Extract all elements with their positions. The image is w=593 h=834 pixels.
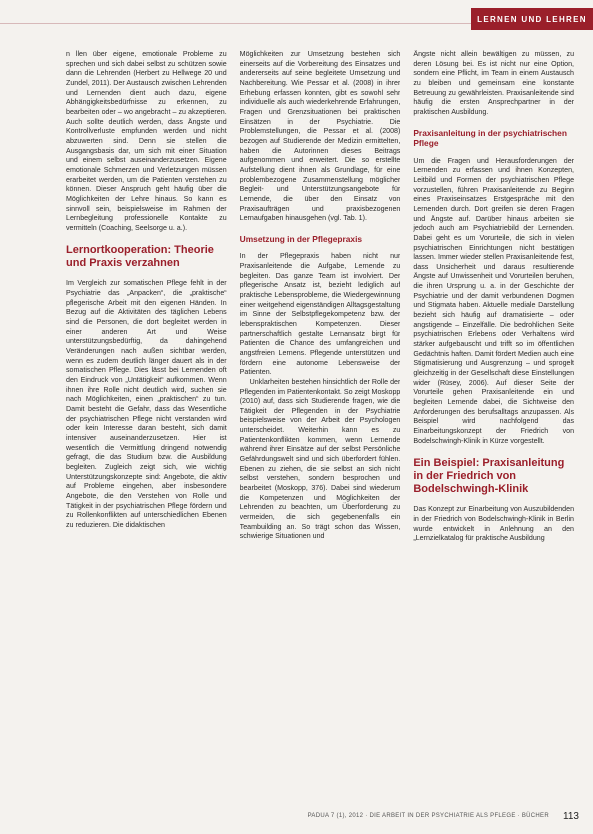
text-column-1 xyxy=(66,50,227,792)
page-number: 113 xyxy=(563,811,579,822)
sub-heading: Umsetzung in der Pflegepraxis xyxy=(239,233,363,244)
text-column-3 xyxy=(413,50,574,792)
paragraph: n llen über eigene, emotionale Probleme zu sprechen und sich dabei selbst zu schützen sowie dann die Lehrenden (Herbert zu Hellwege 20 und Zundel, 2011). Der Austausch zwischen Lehrenden und Lernenden dient auch dazu, eigene Abhängigkeitsbedürfnisse zu erkennen, zu bearbeiten oder – wo angebracht – zu akzeptieren. Auch sollte deutlich werden, dass Ängste und Kontrollverluste empfunden werden und nicht abzuwerten sind. Denn sie stellen die Ausgangsbasis dar, um sich mit einer Situation und einem selbst auseinanderzusetzen. Eigene emotionale Schmerzen und Verletzungen müssen erarbeitet werden, um die Patienten verstehen zu können. Dieser Anspruch geht häufig über die Möglichkeiten der Lehre hinaus. So kann es sinnvoll sein, beispielsweise im Rahmen der Lernbegleitung professionelle Kontakte zu vermitteln (Coaching, Seelsorge u. a.). xyxy=(66,50,227,232)
paragraph: Unklarheiten bestehen hinsichtlich der Rolle der Pflegenden im Patientenkontakt. So zeigt Moskopp (2010) auf, dass sich Studierende fragen, wie die Tätigkeit der Pflegenden in der Psychiatrie beispielsweise von der Arbeit der Psychologen unterscheidet. Weiterhin kann es zu Patientenkonflikten kommen, wenn Lernende während ihrer Einsätze auf der selbst Persönliche Gefährdungswelt sind und sich überfordert fühlen. Ebenen zu ziehen, die sie selbst an sich nicht selbst verstehen, sondern besprochen und bearbeitet (Moskopp, 376). Dabei sind wiederum die Kompetenzen und Möglichkeiten der Lehrenden zu beachten, um Überforderung zu vermeiden, die sich gegebenenfalls ein Teambuilding an. So trägt schon das Wissen, schwierige Situationen und xyxy=(239,377,401,541)
section-heading: Ein Beispiel: Praxisanleitung in der Friedrich von Bodelschwingh-Klinik xyxy=(413,457,565,496)
paragraph: Das Konzept zur Einarbeitung von Auszubildenden in der Friedrich von Bodelschwingh-Klinik in Berlin wurde entwickelt in Anlehnung an den „Lernzielkatalog für praktische Ausbildung xyxy=(413,505,575,543)
page-footer xyxy=(0,800,593,834)
footer-citation: PADUA 7 (1), 2012 · DIE ARBEIT IN DER PSYCHIATRIE ALS PFLEGE · BÜCHER xyxy=(307,813,549,819)
paragraph: Im Vergleich zur somatischen Pflege fehlt in der Psychiatrie das „Anpacken“, die „praktische“ pflegerische Arbeit mit den eigenen Händen. In Bezug auf die Aktivitäten des täglichen Lebens sind die Personen, die dort begleitet werden in einer anderen Art und Weise unterstützungsbedürftig, da dahingehend Veränderungen nach außen sichtbar werden, wenn es zudem deutlich länger dauert als in der somatischen Pflege. Dies lässt bei Lernenden oft den Eindruck von „Untätigkeit“ aufkommen. Wenn ihnen ihre Rolle nicht deutlich wird, suchen sie nach Möglichkeiten, einen „praktischen“ zu tun. Damit besteht die Gefahr, dass das Wesentliche der psychiatrischen Pflege nicht verstanden wird oder kein Interesse daran besteht, sich damit intensiver auseinanderzusetzen. Hier ist wesentlich die Vermittlung dringend notwendig gefragt, die das Studium bzw. die Ausbildung begleiten. Zugleich zeigt sich, wie wichtig Unterstützungskonzepte sind: Angebote, die aktiv auf Probleme eingehen, aber insbesondere Angebote, die den Verstehen von Rolle und Tätigkeit in der psychiatrischen Pflege fördern und zu Rollenkonflikten auf unterschiedlichen Ebenen zu reduzieren. Die didaktischen xyxy=(66,279,227,529)
paragraph: Ängste nicht allein bewältigen zu müssen, zu deren Lösung bei. Es ist nicht nur eine Option, sondern eine Pflicht, im Team in einem Austausch zu bleiben und gemeinsam eine konstante Betreuung zu gewährleisten. Praxisanleitende sind häufig die ersten Ansprechpartner in der praktischen Ausbildung. xyxy=(413,50,575,116)
article-body xyxy=(66,50,574,792)
section-heading: Lernortkooperation: Theorie und Praxis verzahnen xyxy=(66,244,214,270)
paragraph: In der Pflegepraxis haben nicht nur Praxisanleitende die Aufgabe, Lernende zu begleiten. Das ganze Team ist involviert. Der pflegerische Ansatz ist, bezieht lediglich auf praktische Lebensprobleme, die Wiedergewinnung einer weitgehend eigenständigen Alltagsgestaltung im Sinne der Selbstpflegekompetenz bzw. der lebenspraktischen Kompetenzen. Dieser partnerschaftlich gestalte Lernansatz birgt für Patienten die Chance des umfangreichen und angstfreien Lernens. Pflegende unterstützen und fördern eine autonome Lebensweise der Patienten. xyxy=(239,252,401,377)
sub-heading: Praxisanleitung in der psychiatrischen Pflege xyxy=(413,127,567,149)
paragraph: Um die Fragen und Herausforderungen der Lernenden zu erfassen und ihnen Konzepten, Leitbild und Formen der psychiatrischen Pflege vorzustellen, führen Praxisanleitende zu Beginn eines Praxiseinsatzes Erstgespräche mit den Lernenden durch. Dort greifen sie deren Fragen und Ängste auf. Darüber hinaus arbeiten sie jedoch auch am Psychiatriebild der Lernenden. Dabei geht es um Vorurteile, die sich in vielen psychiatrischen Einrichtungen nicht bestätigen lassen. Immer wieder stellen Praxisanleitende fest, dass Unsicherheit und daraus resultierende Ängste auf Unwissenheit und Vorurteilen beruhen, die ihren Ursprung u. a. in der Geschichte der Psychiatrie und der damit verbundenen Dogmen und Stigmata haben. Aktuelle mediale Darstellung bezieht sich häufig auf dramatisierte – oder angstigende – Einzelfälle. Die bedrohlichen Seite psychiatrischen Erlebens oder Verhaltens wird stärker aufgebauscht und trifft so im öffentlichen Gedächtnis haften. Damit fördert Medien auch eine Stigmatisierung und Ausgrenzung – und sprogelt gleichzeitig in der Gesellschaft diese Einstellungen wider (Rüsey, 2006). Auf dieser Seite der Vorurteile gehen Praxisanleitende ein und begleiten Lernende dabei, die Sichtweise den Anforderungen des berufsalltags anzupassen. Als Beispiel wird nachfolgend das Einarbeitungskonzept der Friedrich von Bodelschwingh-Klinik in Kürze vorgestellt. xyxy=(413,156,575,445)
paragraph: Möglichkeiten zur Umsetzung bestehen sich einerseits auf die Vorbereitung des Einsatzes und andererseits auf seine begleitete Umsetzung und Nachbereitung. Wie Pessar et al. (2008) in ihrer Erhebung erfassen konnten, gibt es sowohl sehr individuelle als auch wiederkehrende Erfahrungen, Fragen und Grenzsituationen bei praktischen Einsätzen in der Psychiatrie. Die Problemstellungen, die Pessar et al. (2008) bezogen auf Studierende der Medizin ermittelten, haben die Autorinnen dieses Beitrags aufgenommen und erweitert. Die so erstellte Aufstellung dient ihnen als Grundlage, für eine problembezogene Zusammenstellung möglicher Begleit- und Unterstützungsangebote für Lernende, die über den Einsatz von Praxisaufträgen und praxisbezogenen Lernaufgaben hinausgehen (vgl. Tab. 1). xyxy=(239,50,401,223)
section-label: LERNEN UND LEHREN xyxy=(471,8,593,30)
text-column-2 xyxy=(240,50,401,792)
page-header xyxy=(0,0,593,44)
